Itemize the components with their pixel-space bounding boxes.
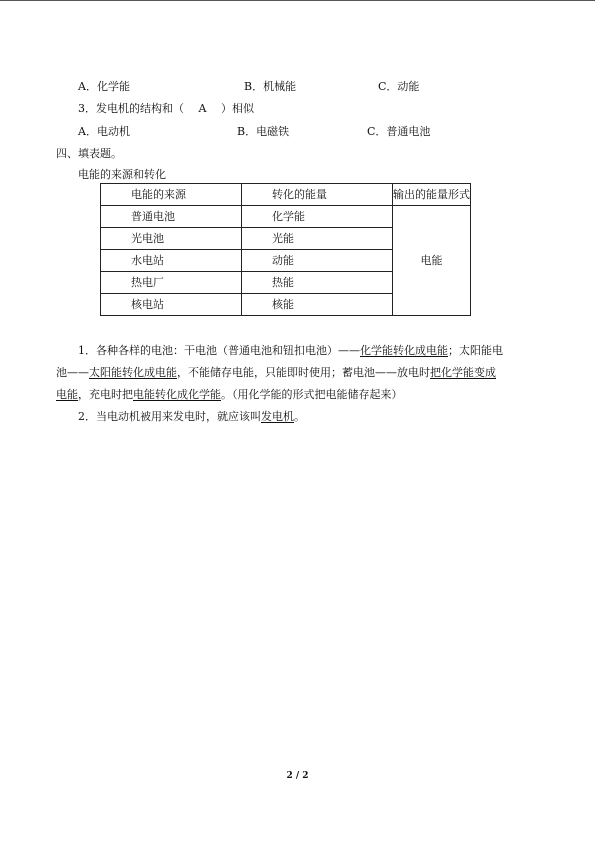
note-text: 。 bbox=[294, 410, 305, 423]
table-header-row bbox=[101, 184, 471, 206]
note-text: ，充电时把 bbox=[78, 388, 133, 401]
table-cell-source: 水电站 bbox=[101, 250, 242, 272]
q3-question-post: ）相似 bbox=[221, 102, 254, 115]
note-text: 池—— bbox=[56, 366, 89, 379]
top-border bbox=[0, 0, 595, 1]
answer-underlined: 电能转化成化学能 bbox=[133, 388, 221, 401]
note-1-line-3 bbox=[56, 388, 403, 402]
q3-option-c: C．普通电池 bbox=[367, 125, 431, 138]
note-text: 1．各种各样的电池：干电池（普通电池和钮扣电池）—— bbox=[78, 344, 360, 357]
answer-underlined: 把化学能变成 bbox=[430, 366, 496, 379]
table-cell-energy: 化学能 bbox=[242, 206, 393, 228]
table-cell-output: 电能 bbox=[393, 206, 471, 316]
q3-option-b: B．电磁铁 bbox=[237, 125, 290, 138]
table-header-energy: 转化的能量 bbox=[242, 184, 393, 206]
table-caption: 电能的来源和转化 bbox=[78, 168, 166, 181]
note-1-line-2 bbox=[56, 366, 496, 380]
section-four-heading: 四、填表题。 bbox=[56, 147, 122, 160]
energy-table bbox=[100, 183, 471, 316]
note-text: 2．当电动机被用来发电时，就应该叫 bbox=[78, 410, 261, 423]
table-cell-energy: 核能 bbox=[242, 294, 393, 316]
q3-answer: A bbox=[198, 102, 207, 115]
answer-underlined: 电能 bbox=[56, 388, 78, 401]
q2-option-a: A．化学能 bbox=[78, 80, 130, 93]
table-cell-source: 光电池 bbox=[101, 228, 242, 250]
table-cell-energy: 热能 bbox=[242, 272, 393, 294]
note-2 bbox=[78, 410, 305, 424]
table-header-source: 电能的来源 bbox=[101, 184, 242, 206]
q3-question bbox=[78, 102, 254, 116]
q3-question-pre: 3．发电机的结构和（ bbox=[78, 102, 184, 115]
table-header-output: 输出的能量形式 bbox=[393, 184, 471, 206]
note-text: 。（用化学能的形式把电能储存起来） bbox=[221, 388, 403, 401]
table-cell-source: 普通电池 bbox=[101, 206, 242, 228]
page-number: 2 / 2 bbox=[286, 771, 309, 781]
note-1-line-1 bbox=[78, 344, 503, 358]
table-cell-source: 热电厂 bbox=[101, 272, 242, 294]
answer-underlined: 化学能转化成电能 bbox=[360, 344, 448, 357]
table-cell-energy: 动能 bbox=[242, 250, 393, 272]
note-text: ，不能储存电能，只能即时使用；蓄电池——放电时 bbox=[177, 366, 430, 379]
q3-option-a: A．电动机 bbox=[78, 125, 130, 138]
note-text: ；太阳能电 bbox=[448, 344, 503, 357]
answer-underlined: 太阳能转化成电能 bbox=[89, 366, 177, 379]
table-cell-energy: 光能 bbox=[242, 228, 393, 250]
table-row bbox=[101, 206, 471, 228]
table-cell-source: 核电站 bbox=[101, 294, 242, 316]
q2-option-c: C．动能 bbox=[378, 80, 420, 93]
answer-underlined: 发电机 bbox=[261, 410, 294, 423]
q2-option-b: B．机械能 bbox=[244, 80, 297, 93]
